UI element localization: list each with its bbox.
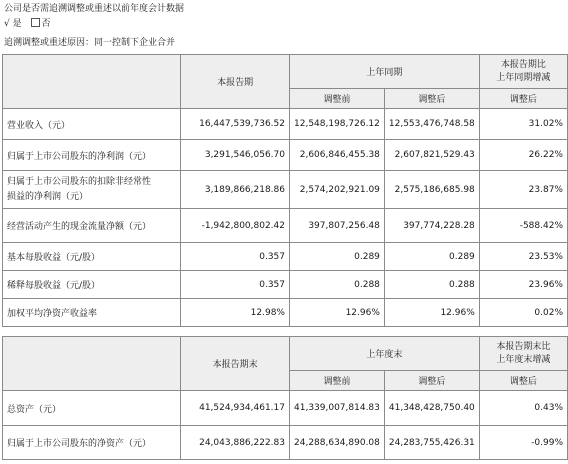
table-row	[3, 109, 568, 140]
balance-table	[2, 336, 568, 460]
current-value: -1,942,800,802.42	[181, 209, 290, 243]
after-value: 41,348,428,750.40	[384, 391, 479, 426]
col-prior-year-end: 上年度末	[290, 337, 480, 371]
before-value: 12.96%	[290, 299, 385, 327]
checkmark-icon: √	[4, 19, 10, 29]
after-value: 2,607,821,529.43	[384, 140, 479, 171]
before-value: 2,574,202,921.09	[290, 171, 385, 209]
after-value: 0.288	[384, 271, 479, 299]
row-label	[3, 171, 181, 209]
after-value: 0.289	[384, 243, 479, 271]
sub-change: 调整后	[479, 371, 567, 391]
yes-label: 是	[12, 19, 22, 29]
before-value: 0.289	[290, 243, 385, 271]
current-value: 12.98%	[181, 299, 290, 327]
after-value: 12.96%	[384, 299, 479, 327]
change-value: 23.96%	[479, 271, 567, 299]
col-change-line2: 上年同期增减	[496, 72, 551, 83]
after-value: 2,575,186,685.98	[384, 171, 479, 209]
current-value: 0.357	[181, 243, 290, 271]
col-prior-period: 上年同期	[290, 55, 480, 89]
current-value: 16,447,539,736.52	[181, 109, 290, 140]
table-row	[3, 391, 568, 426]
change-value: 31.02%	[479, 109, 567, 140]
table-row	[3, 140, 568, 171]
row-label-line2: 损益的净利润（元）	[7, 191, 89, 202]
change-value: -0.99%	[479, 426, 567, 460]
col-current-period-end: 本报告期末	[181, 337, 290, 391]
before-value: 0.288	[290, 271, 385, 299]
table-row	[3, 243, 568, 271]
sub-before: 调整前	[290, 89, 385, 109]
after-value: 24,283,755,426.31	[384, 426, 479, 460]
col-change	[479, 337, 567, 371]
change-value: 0.02%	[479, 299, 567, 327]
checkbox-icon	[31, 18, 40, 27]
before-value: 41,339,007,814.83	[290, 391, 385, 426]
after-value: 397,774,228.28	[384, 209, 479, 243]
row-label: 经营活动产生的现金流量净额（元）	[3, 209, 181, 243]
row-label: 归属于上市公司股东的净利润（元）	[3, 140, 181, 171]
row-label: 稀释每股收益（元/股）	[3, 271, 181, 299]
change-value: 26.22%	[479, 140, 567, 171]
before-value: 12,548,198,726.12	[290, 109, 385, 140]
row-label: 归属于上市公司股东的净资产（元）	[3, 426, 181, 460]
table-row	[3, 171, 568, 209]
col-change	[479, 55, 567, 89]
col-change-line2: 上年度末增减	[496, 354, 551, 365]
sub-after: 调整后	[384, 371, 479, 391]
before-value: 2,606,846,455.38	[290, 140, 385, 171]
row-label: 基本每股收益（元/股）	[3, 243, 181, 271]
change-value: 0.43%	[479, 391, 567, 426]
col-change-line1: 本报告期末比	[496, 341, 551, 352]
row-label: 营业收入（元）	[3, 109, 181, 140]
before-value: 24,288,634,890.08	[290, 426, 385, 460]
col-change-line1: 本报告期比	[500, 59, 546, 70]
income-table	[2, 54, 568, 327]
current-value: 3,291,546,056.70	[181, 140, 290, 171]
row-label: 加权平均净资产收益率	[3, 299, 181, 327]
current-value: 24,043,886,222.83	[181, 426, 290, 460]
sub-after: 调整后	[384, 89, 479, 109]
sub-change: 调整后	[479, 89, 567, 109]
sub-before: 调整前	[290, 371, 385, 391]
before-value: 397,807,256.48	[290, 209, 385, 243]
col-current-period: 本报告期	[181, 55, 290, 109]
change-value: 23.53%	[479, 243, 567, 271]
current-value: 3,189,866,218.86	[181, 171, 290, 209]
table-row	[3, 299, 568, 327]
restatement-question: 公司是否需追溯调整或重述以前年度会计数据	[4, 4, 185, 14]
row-label-line1: 归属于上市公司股东的扣除非经常性	[7, 176, 152, 187]
table-row	[3, 426, 568, 460]
header-blank-cell	[3, 55, 181, 109]
header-blank-cell	[3, 337, 181, 391]
current-value: 0.357	[181, 271, 290, 299]
after-value: 12,553,476,748.58	[384, 109, 479, 140]
current-value: 41,524,934,461.17	[181, 391, 290, 426]
no-label: 否	[41, 19, 51, 29]
table-row	[3, 271, 568, 299]
restatement-reason: 追溯调整或重述原因：同一控制下企业合并	[4, 38, 176, 48]
change-value: 23.87%	[479, 171, 567, 209]
row-label: 总资产（元）	[3, 391, 181, 426]
change-value: -588.42%	[479, 209, 567, 243]
restatement-answer	[4, 18, 51, 30]
table-row	[3, 209, 568, 243]
